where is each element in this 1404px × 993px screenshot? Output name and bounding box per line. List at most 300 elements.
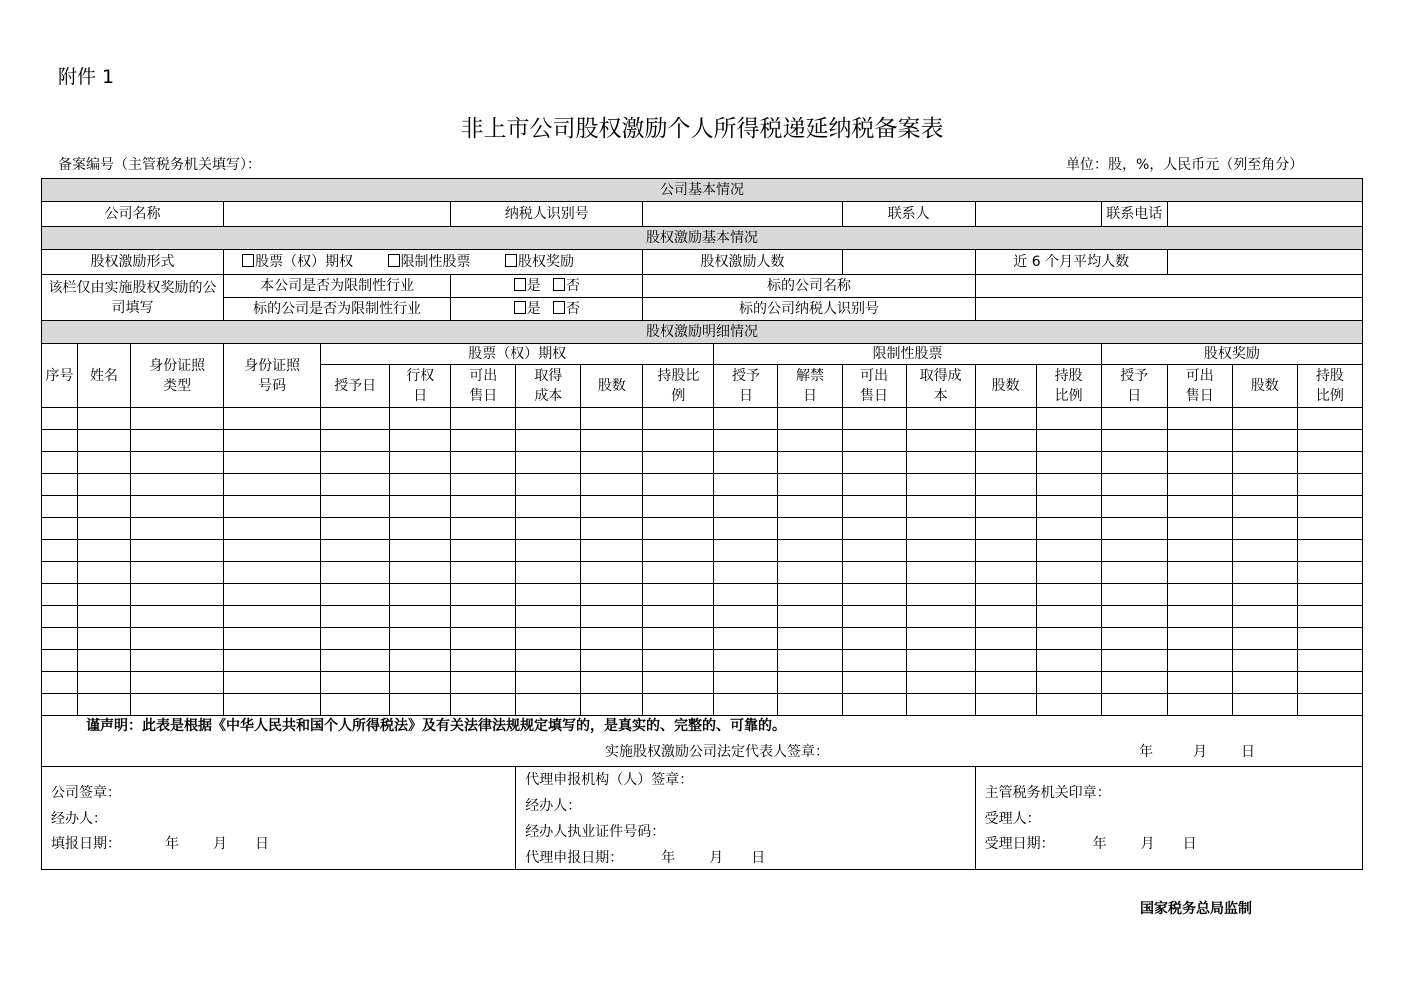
table-cell[interactable] xyxy=(1101,672,1167,694)
table-cell[interactable] xyxy=(131,606,224,628)
table-cell[interactable] xyxy=(1297,562,1362,584)
table-cell[interactable] xyxy=(321,452,390,474)
table-cell[interactable] xyxy=(78,606,131,628)
table-cell[interactable] xyxy=(778,694,842,716)
table-cell[interactable] xyxy=(778,584,842,606)
yes-checkbox[interactable] xyxy=(514,301,541,317)
table-cell[interactable] xyxy=(321,584,390,606)
table-cell[interactable] xyxy=(1232,496,1297,518)
table-cell[interactable] xyxy=(1101,452,1167,474)
agent-seal-label: 代理申报机构（人）签章： xyxy=(525,772,694,788)
option-checkbox-restricted-stock[interactable] xyxy=(388,254,471,270)
table-cell[interactable] xyxy=(1101,408,1167,430)
table-cell[interactable] xyxy=(1232,518,1297,540)
yes-checkbox[interactable] xyxy=(514,278,541,294)
table-cell[interactable] xyxy=(224,540,321,562)
table-cell[interactable] xyxy=(1036,430,1101,452)
table-cell[interactable] xyxy=(1167,562,1232,584)
table-cell[interactable] xyxy=(714,474,778,496)
table-cell[interactable] xyxy=(906,562,975,584)
table-cell[interactable] xyxy=(42,694,78,716)
table-cell[interactable] xyxy=(78,496,131,518)
table-cell[interactable] xyxy=(451,650,516,672)
table-cell[interactable] xyxy=(842,430,906,452)
table-cell[interactable] xyxy=(906,518,975,540)
table-cell[interactable] xyxy=(451,452,516,474)
table-cell[interactable] xyxy=(1232,650,1297,672)
table-cell[interactable] xyxy=(224,628,321,650)
table-cell[interactable] xyxy=(643,606,714,628)
table-cell[interactable] xyxy=(714,694,778,716)
table-cell[interactable] xyxy=(714,496,778,518)
table-cell[interactable] xyxy=(906,540,975,562)
table-cell[interactable] xyxy=(224,474,321,496)
table-cell[interactable] xyxy=(906,672,975,694)
table-cell[interactable] xyxy=(131,584,224,606)
table-cell[interactable] xyxy=(975,430,1036,452)
table-cell[interactable] xyxy=(842,584,906,606)
table-cell[interactable] xyxy=(643,518,714,540)
table-cell[interactable] xyxy=(390,562,451,584)
table-cell[interactable] xyxy=(516,408,581,430)
table-cell[interactable] xyxy=(1232,606,1297,628)
table-cell[interactable] xyxy=(516,518,581,540)
filing-number-label: 备案编号（主管税务机关填写）： xyxy=(58,157,261,173)
table-cell[interactable] xyxy=(581,474,643,496)
table-cell[interactable] xyxy=(516,452,581,474)
table-cell[interactable] xyxy=(42,518,78,540)
table-cell[interactable] xyxy=(714,540,778,562)
table-cell[interactable] xyxy=(778,518,842,540)
table-cell[interactable] xyxy=(42,584,78,606)
table-cell[interactable] xyxy=(1167,408,1232,430)
table-cell[interactable] xyxy=(78,474,131,496)
table-cell[interactable] xyxy=(906,628,975,650)
table-cell[interactable] xyxy=(581,540,643,562)
table-cell[interactable] xyxy=(975,628,1036,650)
table-cell[interactable] xyxy=(1101,518,1167,540)
table-cell[interactable] xyxy=(714,562,778,584)
table-cell[interactable] xyxy=(842,540,906,562)
table-cell[interactable] xyxy=(906,694,975,716)
table-cell[interactable] xyxy=(643,650,714,672)
table-cell[interactable] xyxy=(42,540,78,562)
table-cell[interactable] xyxy=(975,474,1036,496)
table-cell[interactable] xyxy=(643,584,714,606)
table-cell[interactable] xyxy=(1297,518,1362,540)
table-cell[interactable] xyxy=(42,606,78,628)
table-cell[interactable] xyxy=(1036,452,1101,474)
table-cell[interactable] xyxy=(1101,474,1167,496)
table-cell[interactable] xyxy=(1101,650,1167,672)
company-name-field[interactable] xyxy=(224,202,451,227)
table-cell[interactable] xyxy=(1297,694,1362,716)
table-cell[interactable] xyxy=(42,452,78,474)
table-cell[interactable] xyxy=(451,430,516,452)
table-cell[interactable] xyxy=(390,430,451,452)
table-cell[interactable] xyxy=(451,694,516,716)
table-cell[interactable] xyxy=(581,408,643,430)
table-cell[interactable] xyxy=(516,562,581,584)
table-cell[interactable] xyxy=(778,672,842,694)
table-cell[interactable] xyxy=(1036,518,1101,540)
table-cell[interactable] xyxy=(78,430,131,452)
table-cell[interactable] xyxy=(1297,672,1362,694)
table-cell[interactable] xyxy=(1167,430,1232,452)
table-cell[interactable] xyxy=(78,672,131,694)
option-checkbox-equity-reward[interactable] xyxy=(505,254,574,270)
table-cell[interactable] xyxy=(451,408,516,430)
sub-column-header: 行权日 xyxy=(390,365,451,408)
table-cell[interactable] xyxy=(714,518,778,540)
table-cell[interactable] xyxy=(516,650,581,672)
table-cell[interactable] xyxy=(581,694,643,716)
table-cell[interactable] xyxy=(1101,430,1167,452)
table-cell[interactable] xyxy=(321,496,390,518)
table-cell[interactable] xyxy=(224,496,321,518)
table-cell[interactable] xyxy=(131,408,224,430)
table-cell[interactable] xyxy=(842,672,906,694)
table-cell[interactable] xyxy=(516,606,581,628)
table-cell[interactable] xyxy=(321,628,390,650)
table-cell[interactable] xyxy=(78,694,131,716)
table-cell[interactable] xyxy=(1036,408,1101,430)
table-cell[interactable] xyxy=(42,650,78,672)
table-cell[interactable] xyxy=(390,672,451,694)
table-cell[interactable] xyxy=(390,628,451,650)
table-cell[interactable] xyxy=(975,452,1036,474)
table-cell[interactable] xyxy=(78,584,131,606)
table-cell[interactable] xyxy=(906,650,975,672)
table-cell[interactable] xyxy=(131,694,224,716)
table-cell[interactable] xyxy=(643,628,714,650)
col-id-type-header: 身份证照类型 xyxy=(131,344,224,408)
table-cell[interactable] xyxy=(581,584,643,606)
table-cell[interactable] xyxy=(78,562,131,584)
table-cell[interactable] xyxy=(581,496,643,518)
table-cell[interactable] xyxy=(451,540,516,562)
table-cell[interactable] xyxy=(42,496,78,518)
table-cell[interactable] xyxy=(778,562,842,584)
table-cell[interactable] xyxy=(516,474,581,496)
table-cell[interactable] xyxy=(975,518,1036,540)
table-cell[interactable] xyxy=(714,672,778,694)
table-cell[interactable] xyxy=(1297,408,1362,430)
table-cell[interactable] xyxy=(1101,606,1167,628)
table-cell[interactable] xyxy=(42,408,78,430)
table-cell[interactable] xyxy=(581,628,643,650)
table-cell[interactable] xyxy=(778,430,842,452)
table-cell[interactable] xyxy=(906,474,975,496)
table-cell[interactable] xyxy=(390,606,451,628)
table-cell[interactable] xyxy=(975,540,1036,562)
table-cell[interactable] xyxy=(778,650,842,672)
table-cell[interactable] xyxy=(390,408,451,430)
table-cell[interactable] xyxy=(714,452,778,474)
table-cell[interactable] xyxy=(1232,474,1297,496)
table-cell[interactable] xyxy=(581,606,643,628)
table-cell[interactable] xyxy=(643,562,714,584)
table-cell[interactable] xyxy=(842,496,906,518)
table-cell[interactable] xyxy=(842,408,906,430)
table-cell[interactable] xyxy=(714,606,778,628)
table-cell[interactable] xyxy=(1101,562,1167,584)
table-cell[interactable] xyxy=(581,562,643,584)
table-cell[interactable] xyxy=(321,672,390,694)
table-cell[interactable] xyxy=(778,474,842,496)
table-cell[interactable] xyxy=(321,694,390,716)
table-cell[interactable] xyxy=(131,650,224,672)
table-cell[interactable] xyxy=(451,474,516,496)
table-cell[interactable] xyxy=(451,606,516,628)
table-cell[interactable] xyxy=(390,474,451,496)
table-cell[interactable] xyxy=(1232,628,1297,650)
table-cell[interactable] xyxy=(451,496,516,518)
table-cell[interactable] xyxy=(643,452,714,474)
table-cell[interactable] xyxy=(714,650,778,672)
table-cell[interactable] xyxy=(1101,496,1167,518)
table-cell[interactable] xyxy=(1167,452,1232,474)
table-cell[interactable] xyxy=(390,650,451,672)
table-cell[interactable] xyxy=(778,496,842,518)
table-cell[interactable] xyxy=(1297,430,1362,452)
table-cell[interactable] xyxy=(975,584,1036,606)
table-cell[interactable] xyxy=(42,474,78,496)
table-cell[interactable] xyxy=(778,540,842,562)
table-cell[interactable] xyxy=(842,518,906,540)
table-cell[interactable] xyxy=(321,518,390,540)
table-cell[interactable] xyxy=(1167,584,1232,606)
table-cell[interactable] xyxy=(643,430,714,452)
table-cell[interactable] xyxy=(1297,474,1362,496)
table-cell[interactable] xyxy=(224,606,321,628)
table-cell[interactable] xyxy=(842,474,906,496)
table-cell[interactable] xyxy=(390,518,451,540)
table-cell[interactable] xyxy=(1297,584,1362,606)
table-cell[interactable] xyxy=(1167,518,1232,540)
option-checkbox-stock-option[interactable] xyxy=(242,254,353,270)
table-cell[interactable] xyxy=(714,628,778,650)
table-cell[interactable] xyxy=(451,584,516,606)
checkbox-icon xyxy=(514,301,526,314)
table-cell[interactable] xyxy=(714,408,778,430)
table-cell[interactable] xyxy=(451,518,516,540)
table-cell[interactable] xyxy=(321,606,390,628)
table-cell[interactable] xyxy=(1232,430,1297,452)
table-cell[interactable] xyxy=(714,430,778,452)
table-cell[interactable] xyxy=(131,562,224,584)
table-cell[interactable] xyxy=(224,650,321,672)
table-cell[interactable] xyxy=(1167,606,1232,628)
table-cell[interactable] xyxy=(1297,452,1362,474)
table-cell[interactable] xyxy=(1036,584,1101,606)
table-cell[interactable] xyxy=(1167,694,1232,716)
table-cell[interactable] xyxy=(1232,408,1297,430)
table-cell[interactable] xyxy=(131,628,224,650)
table-cell[interactable] xyxy=(1167,474,1232,496)
table-cell[interactable] xyxy=(390,540,451,562)
table-cell[interactable] xyxy=(1036,628,1101,650)
table-cell[interactable] xyxy=(390,694,451,716)
table-cell[interactable] xyxy=(42,430,78,452)
table-cell[interactable] xyxy=(1232,584,1297,606)
table-cell[interactable] xyxy=(1036,496,1101,518)
table-cell[interactable] xyxy=(1036,562,1101,584)
table-cell[interactable] xyxy=(1101,584,1167,606)
table-cell[interactable] xyxy=(131,430,224,452)
table-cell[interactable] xyxy=(1036,650,1101,672)
table-cell[interactable] xyxy=(321,474,390,496)
table-cell[interactable] xyxy=(1232,540,1297,562)
incentive-count-field[interactable] xyxy=(842,250,975,275)
table-cell[interactable] xyxy=(581,672,643,694)
table-cell[interactable] xyxy=(516,496,581,518)
table-cell[interactable] xyxy=(321,408,390,430)
table-cell[interactable] xyxy=(131,540,224,562)
table-cell[interactable] xyxy=(78,452,131,474)
table-cell[interactable] xyxy=(390,452,451,474)
target-company-name-field[interactable] xyxy=(975,275,1362,298)
table-cell[interactable] xyxy=(131,474,224,496)
table-cell[interactable] xyxy=(1297,650,1362,672)
table-cell[interactable] xyxy=(1297,540,1362,562)
table-cell[interactable] xyxy=(451,672,516,694)
table-cell[interactable] xyxy=(1036,606,1101,628)
table-cell[interactable] xyxy=(778,628,842,650)
table-cell[interactable] xyxy=(1036,672,1101,694)
table-cell[interactable] xyxy=(516,694,581,716)
table-cell[interactable] xyxy=(1232,694,1297,716)
table-cell[interactable] xyxy=(321,430,390,452)
table-cell[interactable] xyxy=(1167,540,1232,562)
table-cell[interactable] xyxy=(1101,694,1167,716)
table-cell[interactable] xyxy=(1232,452,1297,474)
table-cell[interactable] xyxy=(78,628,131,650)
contact-phone-field[interactable] xyxy=(1167,202,1362,227)
table-cell[interactable] xyxy=(906,606,975,628)
table-cell[interactable] xyxy=(516,672,581,694)
table-cell[interactable] xyxy=(451,562,516,584)
table-cell[interactable] xyxy=(131,496,224,518)
table-cell[interactable] xyxy=(224,672,321,694)
table-cell[interactable] xyxy=(390,496,451,518)
table-cell[interactable] xyxy=(643,540,714,562)
table-cell[interactable] xyxy=(321,540,390,562)
table-cell[interactable] xyxy=(1297,628,1362,650)
table-cell[interactable] xyxy=(842,606,906,628)
target-taxpayer-id-field[interactable] xyxy=(975,298,1362,321)
table-cell[interactable] xyxy=(516,540,581,562)
table-cell[interactable] xyxy=(42,672,78,694)
table-cell[interactable] xyxy=(975,606,1036,628)
table-cell[interactable] xyxy=(842,694,906,716)
table-cell[interactable] xyxy=(975,650,1036,672)
table-cell[interactable] xyxy=(42,628,78,650)
table-cell[interactable] xyxy=(224,430,321,452)
table-cell[interactable] xyxy=(224,584,321,606)
table-cell[interactable] xyxy=(714,584,778,606)
table-cell[interactable] xyxy=(1167,650,1232,672)
table-cell[interactable] xyxy=(842,562,906,584)
table-cell[interactable] xyxy=(390,584,451,606)
table-cell[interactable] xyxy=(1036,540,1101,562)
table-cell[interactable] xyxy=(906,408,975,430)
table-cell[interactable] xyxy=(975,694,1036,716)
no-checkbox[interactable] xyxy=(553,278,580,294)
table-cell[interactable] xyxy=(1297,606,1362,628)
table-cell[interactable] xyxy=(321,650,390,672)
table-cell[interactable] xyxy=(975,562,1036,584)
table-cell[interactable] xyxy=(643,694,714,716)
table-cell[interactable] xyxy=(224,408,321,430)
table-cell[interactable] xyxy=(643,474,714,496)
table-cell[interactable] xyxy=(1101,540,1167,562)
table-cell[interactable] xyxy=(1036,694,1101,716)
table-cell[interactable] xyxy=(778,606,842,628)
avg-count-field[interactable] xyxy=(1167,250,1362,275)
table-cell[interactable] xyxy=(78,650,131,672)
table-cell[interactable] xyxy=(906,452,975,474)
table-cell[interactable] xyxy=(581,518,643,540)
table-cell[interactable] xyxy=(131,672,224,694)
table-cell[interactable] xyxy=(906,584,975,606)
table-cell[interactable] xyxy=(321,562,390,584)
contact-person-field[interactable] xyxy=(975,202,1101,227)
table-cell[interactable] xyxy=(1167,496,1232,518)
table-cell[interactable] xyxy=(581,650,643,672)
table-cell[interactable] xyxy=(516,430,581,452)
table-cell[interactable] xyxy=(451,628,516,650)
table-cell[interactable] xyxy=(643,672,714,694)
table-cell[interactable] xyxy=(975,672,1036,694)
table-cell[interactable] xyxy=(131,452,224,474)
table-cell[interactable] xyxy=(1036,474,1101,496)
table-cell[interactable] xyxy=(778,408,842,430)
table-cell[interactable] xyxy=(581,452,643,474)
table-cell[interactable] xyxy=(131,518,224,540)
table-cell[interactable] xyxy=(516,584,581,606)
table-cell[interactable] xyxy=(224,562,321,584)
table-cell[interactable] xyxy=(1297,496,1362,518)
table-cell[interactable] xyxy=(224,694,321,716)
table-cell[interactable] xyxy=(224,452,321,474)
table-cell[interactable] xyxy=(842,628,906,650)
table-cell[interactable] xyxy=(581,430,643,452)
table-cell[interactable] xyxy=(643,408,714,430)
table-cell[interactable] xyxy=(78,540,131,562)
table-cell[interactable] xyxy=(842,452,906,474)
table-cell[interactable] xyxy=(906,496,975,518)
table-cell[interactable] xyxy=(516,628,581,650)
table-cell[interactable] xyxy=(842,650,906,672)
table-cell[interactable] xyxy=(42,562,78,584)
table-cell[interactable] xyxy=(975,408,1036,430)
taxpayer-id-field[interactable] xyxy=(643,202,842,227)
table-cell[interactable] xyxy=(1232,562,1297,584)
table-cell[interactable] xyxy=(906,430,975,452)
table-cell[interactable] xyxy=(78,518,131,540)
table-cell[interactable] xyxy=(975,496,1036,518)
table-cell[interactable] xyxy=(224,518,321,540)
table-cell[interactable] xyxy=(643,496,714,518)
table-cell[interactable] xyxy=(778,452,842,474)
table-cell[interactable] xyxy=(78,408,131,430)
table-cell[interactable] xyxy=(1101,628,1167,650)
no-checkbox[interactable] xyxy=(553,301,580,317)
table-cell[interactable] xyxy=(1232,672,1297,694)
table-cell[interactable] xyxy=(1167,628,1232,650)
table-cell[interactable] xyxy=(1167,672,1232,694)
